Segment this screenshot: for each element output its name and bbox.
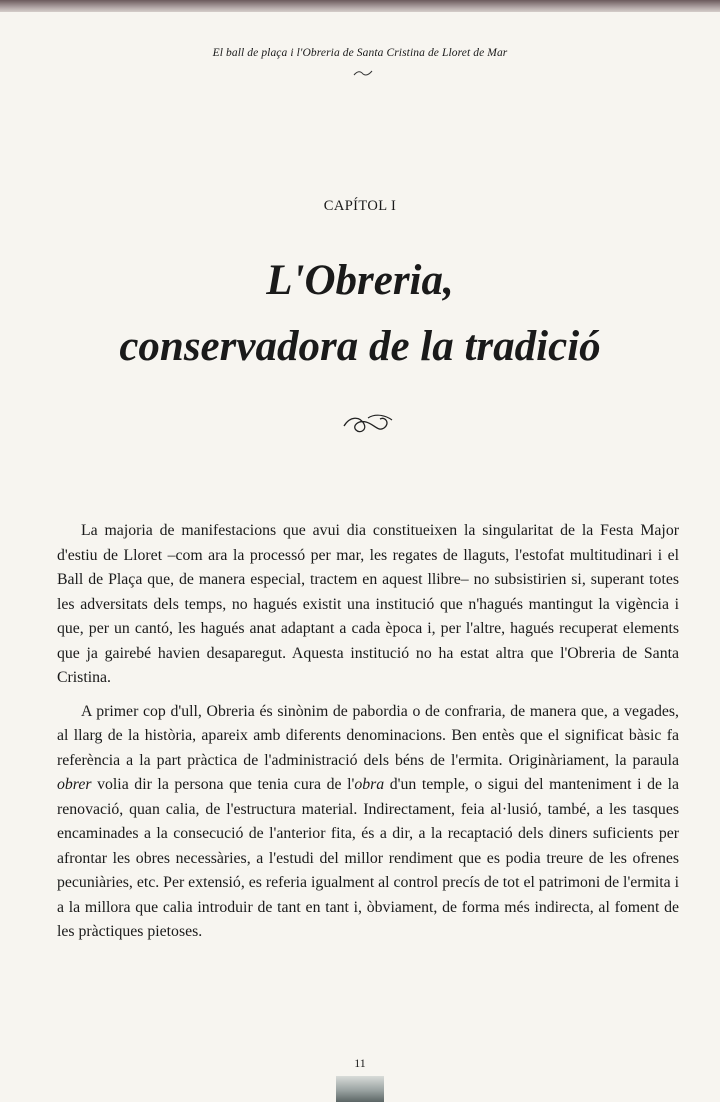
flourish-ornament-icon — [340, 410, 396, 438]
chapter-title-line-2: conservadora de la tradició — [119, 323, 601, 370]
paragraph-2 — [57, 700, 679, 945]
chapter-label: CAPÍTOL I — [323, 198, 397, 214]
paragraph-1: La majoria de manifestacions que avui dia constitueixen la singularitat de la Festa Major d'estiu de Lloret –com ara la processó per mar, les regates de llaguts, l'estofat multitudinari i el Ball de Plaça que, de manera especial, tractem en aquest llibre– no subsistirien si, superant totes les adversitats dels temps, no hagués existit una institució que n'hagués mantingut la vigència i que, per un cantó, les hagués anat adaptant a cada època i, per l'altre, hagués recuperat elements que ja gairebé havien desaparegut. Aquesta institució no ha estat altra que l'Obreria de Santa Cristina. — [57, 522, 679, 686]
chapter-title-line-1: L'Obreria, — [266, 257, 454, 304]
paragraph-2-part-3: d'un temple, o sigui del manteniment i de la renovació, quan calia, de l'estructura material. Indirectament, feia al·lusió, també, a les tasques encaminades a la consecució de l'anterior fita, és a dir, a la recaptació dels diners suficients per afrontar les obres necessàries, a l'estudi del millor rendiment que es podia treure de les ofrenes pecuniàries, etc. Per extensió, es referia igualment al control precís de tot el patrimoni de l'ermita i a la millora que calia introduir de tant en tant i, òbviament, de forma més indirecta, al foment de les pràctiques pietoses. — [57, 776, 679, 940]
book-page — [0, 12, 720, 1102]
term-obra: obra — [354, 776, 385, 793]
paragraph-2-part-2: volia dir la persona que tenia cura de l' — [91, 776, 355, 793]
running-head: El ball de plaça i l'Obreria de Santa Cristina de Lloret de Mar — [212, 47, 508, 59]
next-page-photo-edge — [336, 1076, 384, 1102]
term-obrer: obrer — [57, 776, 92, 793]
page-number: 11 — [354, 1056, 366, 1070]
paragraph-2-part-1: A primer cop d'ull, Obreria és sinònim de pabordia o de confraria, de manera que, a vegades, al llarg de la història, apareix amb diferents denominacions. Ben entès que el significat bàsic fa referència a la part pràctica de l'administració dels béns de l'ermita. Originàriament, la paraula — [57, 702, 679, 769]
small-flourish-icon — [352, 68, 374, 78]
body-text — [57, 519, 679, 954]
chapter-title — [0, 248, 720, 380]
